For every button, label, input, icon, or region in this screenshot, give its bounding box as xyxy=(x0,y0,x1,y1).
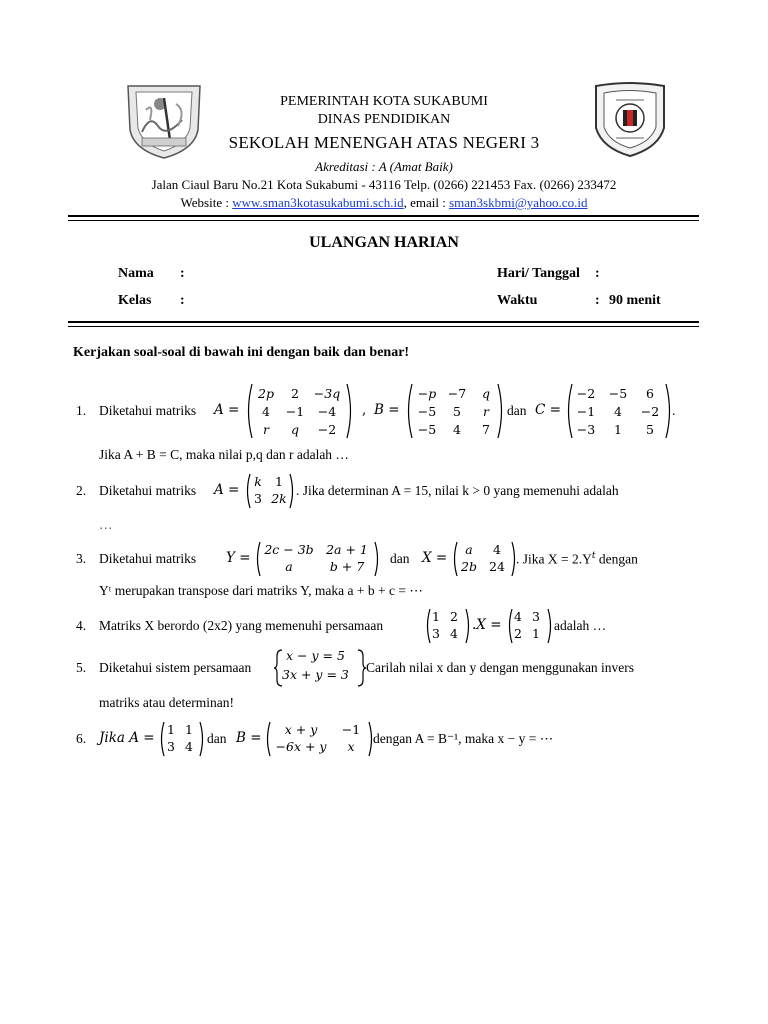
header-divider-thick xyxy=(68,215,699,217)
hari-tanggal-colon: : xyxy=(595,266,600,281)
matrix-entry: 1 xyxy=(167,722,175,737)
matrix-name-b: B = xyxy=(374,402,400,418)
right-paren-icon xyxy=(546,607,554,645)
matrix-entry: −3 xyxy=(576,421,596,437)
nama-label: Nama xyxy=(118,266,154,281)
matrix-entry: r xyxy=(483,403,489,419)
question-text-tail: Carilah nilai x dan y dengan menggunakan invers xyxy=(366,660,635,675)
matrix-entry: −1 xyxy=(341,722,361,737)
matrix-name-a: A = xyxy=(214,402,240,418)
matrix-entry: −5 xyxy=(417,421,437,437)
matrix-entry: 7 xyxy=(482,421,490,437)
question-text-line2: Jika A + B = C, maka nilai p,q dan r adalah … xyxy=(99,447,349,462)
exam-title: ULANGAN HARIAN xyxy=(309,234,459,251)
conjunction-dan: dan xyxy=(390,551,410,566)
matrix-entry: 2 xyxy=(450,609,458,624)
right-paren-icon xyxy=(198,720,206,758)
matrix-entry: 1 xyxy=(532,626,540,641)
matrix-entry: −3q xyxy=(313,385,341,401)
matrix-a xyxy=(163,721,199,755)
matrix-name-c: C = xyxy=(535,402,561,418)
matrix-entry: −2 xyxy=(317,421,337,437)
matrix-entry: −1 xyxy=(576,403,596,419)
matrix-entry: −5 xyxy=(417,403,437,419)
matrix-entry: 3 xyxy=(532,609,540,624)
matrix-name-a: A = xyxy=(214,482,240,498)
question-text-line2: matriks atau determinan! xyxy=(99,695,234,710)
right-paren-icon xyxy=(496,382,506,440)
matrix-name-x: X = xyxy=(422,550,448,566)
right-paren-icon xyxy=(373,540,381,578)
question-text: Diketahui sistem persamaan xyxy=(99,660,252,675)
matrix-entry: −2 xyxy=(576,385,596,401)
waktu-label: Waktu xyxy=(497,293,538,308)
matrix-entry: 2b xyxy=(461,559,477,574)
matrix-entry: −2 xyxy=(640,403,660,419)
matrix-entry: 1 xyxy=(432,609,440,624)
matrix-a xyxy=(249,473,291,507)
matrix-entry: q xyxy=(290,421,299,437)
matrix-entry: 6 xyxy=(646,385,654,401)
matrix-entry: 4 xyxy=(185,739,193,754)
contact-line xyxy=(0,195,768,211)
matrix-entry: 1 xyxy=(275,474,283,489)
question-number: 6. xyxy=(76,731,87,746)
matrix-entry: 2a + 1 xyxy=(326,542,368,557)
matrix-c xyxy=(570,384,666,438)
question-text: Diketahui matriks xyxy=(99,403,197,418)
matrix-entry: 2 xyxy=(291,385,299,401)
matrix-left xyxy=(428,608,464,642)
kelas-colon: : xyxy=(180,293,185,308)
info-divider-thin xyxy=(68,326,699,327)
matrix-entry: a xyxy=(285,559,293,574)
matrix-entry: 2k xyxy=(271,491,287,506)
school-name: SEKOLAH MENENGAH ATAS NEGERI 3 xyxy=(228,133,540,152)
question-text-line2: … xyxy=(99,517,113,532)
matrix-x xyxy=(456,541,512,575)
hari-tanggal-label: Hari/ Tanggal xyxy=(497,266,580,281)
matrix-entry: 2p xyxy=(258,385,274,401)
matrix-entry: 5 xyxy=(453,403,461,419)
matrix-b xyxy=(412,384,500,438)
website-link[interactable]: www.sman3kotasukabumi.sch.id xyxy=(232,195,404,210)
waktu-colon: : xyxy=(595,293,600,308)
school-address: Jalan Ciaul Baru No.21 Kota Sukabumi - 43116 Telp. (0266) 221453 Fax. (0266) 233472 xyxy=(151,177,617,192)
matrix-entry: −5 xyxy=(608,385,628,401)
conjunction-dan: dan xyxy=(507,403,527,418)
matrix-entry: −4 xyxy=(317,403,337,419)
matrix-a xyxy=(252,384,344,438)
matrix-entry: r xyxy=(263,421,269,437)
kelas-label: Kelas xyxy=(118,293,152,308)
matrix-entry: q xyxy=(481,385,490,401)
question-text: Matriks X berordo (2x2) yang memenuhi persamaan xyxy=(99,618,384,633)
matrix-right xyxy=(510,608,546,642)
instruction: Kerjakan soal-soal di bawah ini dengan baik dan benar! xyxy=(73,345,410,360)
question-number: 1. xyxy=(76,403,87,418)
question-number: 4. xyxy=(76,618,87,633)
accreditation: Akreditasi : A (Amat Baik) xyxy=(315,159,453,174)
period: . xyxy=(672,403,676,418)
matrix-entry: x + y xyxy=(284,722,318,737)
matrix-name-y: Y = xyxy=(226,550,251,566)
matrix-entry: 2 xyxy=(514,626,522,641)
question-text: Diketahui matriks xyxy=(99,483,197,498)
question-number: 2. xyxy=(76,483,87,498)
question-text-line2: Yᵗ merupakan transpose dari matriks Y, maka a + b + c = ⋯ xyxy=(99,583,423,598)
equation-2: 3x + y = 3 xyxy=(282,667,349,682)
right-paren-icon xyxy=(464,607,472,645)
email-link[interactable]: sman3skbmi@yahoo.co.id xyxy=(449,195,588,210)
matrix-entry: 4 xyxy=(614,403,622,419)
conjunction-dan: dan xyxy=(207,731,227,746)
info-divider-thick xyxy=(68,321,699,323)
matrix-entry: 4 xyxy=(493,542,501,557)
matrix-entry: a xyxy=(465,542,473,557)
matrix-entry: x xyxy=(347,739,355,754)
question-text-tail: . Jika determinan A = 15, nilai k > 0 yang memenuhi adalah xyxy=(296,483,619,498)
matrix-entry: 3 xyxy=(432,626,440,641)
question-text: Jika A = xyxy=(99,730,155,746)
government-name: PEMERINTAH KOTA SUKABUMI xyxy=(280,94,488,109)
matrix-b xyxy=(268,721,368,755)
email-label: , email : xyxy=(403,195,450,210)
matrix-entry: −p xyxy=(417,385,437,401)
question-text-tail: dengan A = B⁻¹, maka x − y = ⋯ xyxy=(373,731,554,746)
matrix-entry: 1 xyxy=(185,722,193,737)
comma: , xyxy=(362,402,367,418)
matrix-entry: 3 xyxy=(167,739,175,754)
website-label: Website : xyxy=(180,195,233,210)
matrix-entry: 4 xyxy=(450,626,458,641)
question-number: 3. xyxy=(76,551,87,566)
equation-middle: .X = xyxy=(472,617,502,633)
question-text: Diketahui matriks xyxy=(99,551,197,566)
nama-colon: : xyxy=(180,266,185,281)
matrix-y xyxy=(259,541,375,575)
matrix-name-b: B = xyxy=(236,730,262,746)
matrix-entry: −7 xyxy=(447,385,467,401)
matrix-entry: 4 xyxy=(453,421,461,437)
matrix-entry: −1 xyxy=(285,403,305,419)
department-name: DINAS PENDIDIKAN xyxy=(317,112,451,127)
matrix-entry: 5 xyxy=(646,421,654,437)
question-text-tail: . Jika $X = 2.Y^t$ dengan xyxy=(516,551,638,567)
matrix-entry: 24 xyxy=(489,559,505,574)
question-number: 5. xyxy=(76,660,87,675)
matrix-entry: −6x + y xyxy=(275,739,327,754)
matrix-entry: 4 xyxy=(262,403,270,419)
header-divider-thin xyxy=(68,220,699,221)
matrix-entry: b + 7 xyxy=(329,559,365,574)
matrix-entry: k xyxy=(254,474,262,489)
question-text-tail: adalah … xyxy=(554,618,607,633)
matrix-entry: 3 xyxy=(254,491,262,506)
waktu-value: 90 menit xyxy=(609,293,661,308)
matrix-entry: 2c − 3b xyxy=(264,542,314,557)
equation-1: x − y = 5 xyxy=(286,648,345,663)
matrix-entry: 1 xyxy=(614,421,622,437)
matrix-entry: 4 xyxy=(514,609,522,624)
right-paren-icon xyxy=(288,472,296,510)
right-paren-icon xyxy=(345,382,355,440)
